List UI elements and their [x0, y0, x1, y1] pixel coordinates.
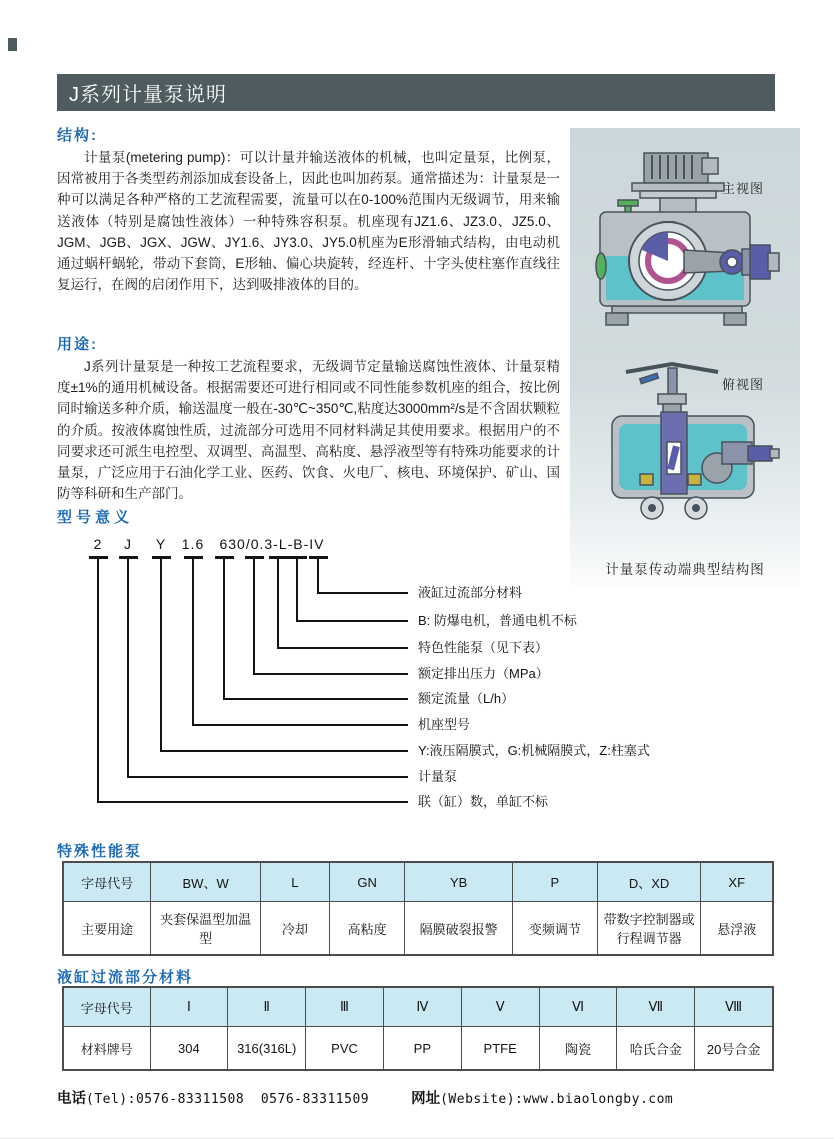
- diagram-tick: [269, 556, 288, 559]
- table-cell: 316(316L): [228, 1027, 306, 1071]
- table-cell: 陶瓷: [539, 1027, 617, 1071]
- table-header-cell: Ⅳ: [383, 987, 461, 1027]
- model-code-token: 1.6: [181, 536, 205, 552]
- website-label: 网址: [411, 1091, 441, 1107]
- table-cell: PTFE: [461, 1027, 539, 1071]
- table-cell: 隔膜破裂报警: [405, 902, 513, 956]
- table-header-cell: BW、W: [151, 862, 261, 902]
- table-header-cell: D、XD: [597, 862, 701, 902]
- diagram-vline: [317, 559, 319, 593]
- model-code-token: 2: [93, 536, 103, 552]
- table-cell: PVC: [306, 1027, 384, 1071]
- model-code-token: 630/0.3-L-B-IV: [219, 536, 325, 552]
- diagram-vline: [296, 559, 298, 621]
- table-cell: 悬浮液: [701, 902, 773, 956]
- diagram-vline: [127, 559, 129, 777]
- table-header-cell: Ⅲ: [306, 987, 384, 1027]
- table-cell: 带数字控制器或行程调节器: [597, 902, 701, 956]
- material-table: [62, 986, 774, 1071]
- page-title: J系列计量泵说明: [69, 84, 227, 106]
- model-field-label: 计量泵: [418, 769, 458, 784]
- diagram-hline: [223, 698, 408, 700]
- table-header-cell: P: [513, 862, 598, 902]
- table-cell: 高粘度: [329, 902, 404, 956]
- diagram-tick: [288, 556, 307, 559]
- page-header: [57, 74, 775, 111]
- table-cell: PP: [383, 1027, 461, 1071]
- diagram-tick: [152, 556, 171, 559]
- table-cell: 变频调节: [513, 902, 598, 956]
- diagram-hline: [253, 673, 408, 675]
- table-header-cell: Ⅰ: [150, 987, 228, 1027]
- table-header-cell: Ⅴ: [461, 987, 539, 1027]
- model-field-label: B: 防爆电机，普通电机不标: [418, 613, 577, 628]
- usage-paragraph: J系列计量泵是一种按工艺流程要求，无级调节定量输送腐蚀性液体、计量泵精度±1%的通用机械设备。根据需要还可进行相同或不同性能参数机座的组合，按比例同时输送多种介质，输送温度一般在-30℃~350℃,粘度达3000mm²/s是不含固状颗粒的介质。按液体腐蚀性质，过流部分可选用不同材料满足其使用要求。根据用户的不同要求还可派生电控型、双调型、高温型、高粘度、悬浮液型等有特殊功能要求的计量泵，广泛应用于石油化学工业、医药、饮食、火电厂、核电、环境保护、矿山、国防等科研和生产部门。: [57, 359, 560, 502]
- table-cell: 夹套保温型加温型: [151, 902, 261, 956]
- top-view-label: 俯视图: [722, 377, 765, 392]
- diagram-hline: [317, 592, 408, 594]
- diagram-vline: [223, 559, 225, 699]
- table-header-cell: L: [260, 862, 329, 902]
- model-field-label: Y:液压隔膜式，G:机械隔膜式，Z:柱塞式: [418, 743, 650, 758]
- table-header-cell: Ⅱ: [228, 987, 306, 1027]
- diagram-hline: [160, 750, 408, 752]
- diagram-tick: [89, 556, 108, 559]
- table-cell: 材料牌号: [63, 1027, 150, 1071]
- diagram-tick: [245, 556, 264, 559]
- diagram-vline: [160, 559, 162, 751]
- diagram-hline: [296, 620, 408, 622]
- table-cell: 主要用途: [63, 902, 151, 956]
- table-header-cell: GN: [329, 862, 404, 902]
- model-field-label: 机座型号: [418, 717, 471, 732]
- website-value: (Website):www.biaolongby.com: [440, 1092, 674, 1107]
- model-field-label: 液缸过流部分材料: [418, 585, 523, 600]
- table-header-cell: Ⅷ: [695, 987, 773, 1027]
- table-cell: 20号合金: [695, 1027, 773, 1071]
- model-code-token: J: [124, 536, 132, 552]
- section-heading-structure: 结构:: [57, 127, 98, 144]
- table-cell: 哈氏合金: [617, 1027, 695, 1071]
- diagram-tick: [215, 556, 234, 559]
- phone-numbers: (Tel):0576-83311508 0576-83311509: [86, 1092, 370, 1107]
- special-performance-table: [62, 861, 774, 956]
- page-footer: [57, 1087, 673, 1108]
- page-corner-mark: [8, 38, 17, 51]
- figure-caption: 计量泵传动端典型结构图: [605, 562, 765, 577]
- table-cell: 冷却: [260, 902, 329, 956]
- table-heading-special-pumps: 特殊性能泵: [57, 843, 143, 860]
- diagram-vline: [97, 559, 99, 802]
- diagram-hline: [277, 647, 408, 649]
- model-code-token: Y: [155, 536, 167, 552]
- diagram-tick: [184, 556, 203, 559]
- front-view-label: 主视图: [722, 181, 765, 196]
- diagram-vline: [253, 559, 255, 674]
- diagram-tick: [309, 556, 328, 559]
- table-header-cell: XF: [701, 862, 773, 902]
- structure-paragraph: 计量泵(metering pump)：可以计量并输送液体的机械，也叫定量泵，比例泵，因常被用于各类型药剂添加成套设备上，因此也叫加药泵。通常描述为：计量泵是一种可以满足各种严格的工艺流程需要，流量可以在0-100%范围内无级调节，用来输送液体（特别是腐蚀性液体）一种特殊容积泵。机座现有JZ1.6、JZ3.0、JZ5.0、JGM、JGB、JGX、JGW、JY1.6、JY3.0、JY5.0机座为E形滑轴式结构，由电动机通过蜗杆蜗轮，带动下套筒，E形轴、偏心块旋转，经连杆、十字头使柱塞作直线往复运行，在阀的启闭作用下，达到吸排液体的目的。: [57, 150, 560, 293]
- model-field-label: 额定流量（L/h）: [418, 691, 515, 706]
- table-header-cell: Ⅵ: [539, 987, 617, 1027]
- model-field-label: 联（缸）数，单缸不标: [418, 794, 549, 809]
- section-heading-model: 型号意义: [57, 509, 134, 526]
- diagram-hline: [192, 724, 408, 726]
- table-header-cell: 字母代号: [63, 987, 150, 1027]
- diagram-hline: [127, 776, 408, 778]
- diagram-vline: [192, 559, 194, 725]
- figure-panel: [570, 128, 800, 588]
- table-heading-materials: 液缸过流部分材料: [57, 969, 194, 986]
- diagram-vline: [277, 559, 279, 648]
- model-field-label: 额定排出压力（MPa）: [418, 666, 549, 681]
- table-header-cell: 字母代号: [63, 862, 151, 902]
- table-header-cell: YB: [405, 862, 513, 902]
- table-cell: 304: [150, 1027, 228, 1071]
- phone-label: 电话: [57, 1091, 86, 1107]
- diagram-tick: [119, 556, 138, 559]
- model-field-label: 特色性能泵（见下表）: [418, 640, 549, 655]
- table-header-cell: Ⅶ: [617, 987, 695, 1027]
- section-heading-usage: 用途:: [57, 336, 98, 353]
- diagram-hline: [97, 801, 408, 803]
